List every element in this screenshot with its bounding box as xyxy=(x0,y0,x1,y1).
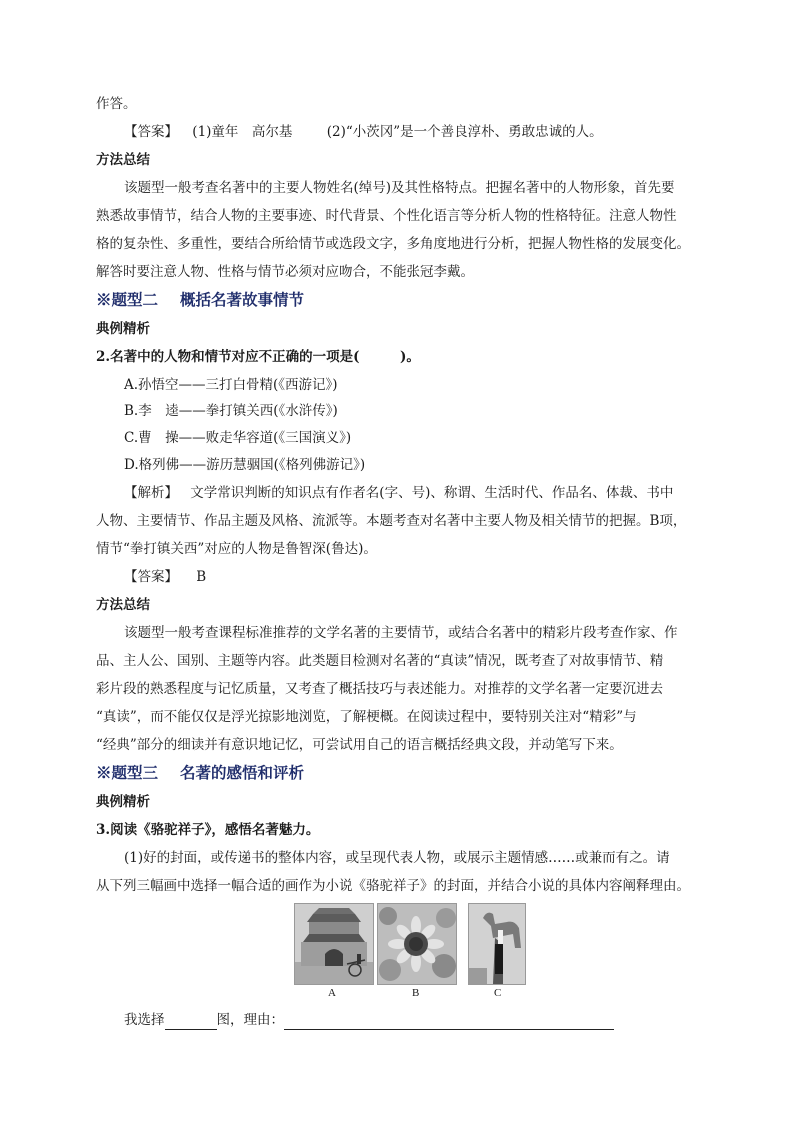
answer-line-1 xyxy=(124,122,603,142)
method-text: “真读”，而不能仅仅是浮光掠影地浏览，了解梗概。在阅读过程中，要特别关注对“精彩”与 xyxy=(96,709,637,725)
option-b: B.李 逵——拳打镇关西(《水浒传》) xyxy=(124,403,338,419)
answer-part-1: (1)童年 高尔基 xyxy=(192,124,293,140)
analysis-text: 文学常识判断的知识点有作者名(字、号)、称谓、生活时代、作品名、体裁、书中 xyxy=(190,485,674,501)
analysis-text: 情节“拳打镇关西”对应的人物是鲁智深(鲁达)。 xyxy=(96,541,377,557)
method-text: 品、主人公、国别、主题等内容。此类题目检测对名著的“真读”情况，既考查了对故事情节、精 xyxy=(96,653,664,669)
example-heading: 典例精析 xyxy=(96,321,150,337)
reason-blank[interactable] xyxy=(284,1015,614,1030)
section-heading-3 xyxy=(96,763,304,783)
subquestion-text: 从下列三幅画中选择一幅合适的画作为小说《骆驼祥子》的封面，并结合小说的具体内容阐释理由。 xyxy=(96,878,690,894)
answer-tag: 【答案】 xyxy=(124,569,178,585)
figure-label-a: A xyxy=(328,987,336,999)
option-d: D.格列佛——游历慧骃国(《格列佛游记》) xyxy=(124,457,366,473)
method-text: “经典”部分的细读并有意识地记忆，可尝试用自己的语言概括经典文段，并动笔写下来。 xyxy=(96,737,623,753)
section-title: 名著的感悟和评析 xyxy=(180,763,305,782)
answer-prompt xyxy=(124,1010,614,1030)
section-heading-2 xyxy=(96,290,304,310)
figure-label-c: C xyxy=(494,987,502,999)
method-text: 熟悉故事情节，结合人物的主要事迹、时代背景、个性化语言等分析人物的性格特征。注意人物性 xyxy=(96,208,677,224)
analysis-text: 人物、主要情节、作品主题及风格、流派等。本题考查对名著中主要人物及相关情节的把握。B项， xyxy=(96,513,687,529)
cover-image-b xyxy=(377,903,457,985)
question-3: 3.阅读《骆驼祥子》，感悟名著魅力。 xyxy=(96,822,320,838)
answer-tag: 【答案】 xyxy=(124,124,178,140)
subquestion-text: (1)好的封面，或传递书的整体内容，或呈现代表人物，或展示主题情感……或兼而有之。请 xyxy=(124,850,670,866)
cover-image-c xyxy=(468,903,526,985)
choose-prefix: 我选择 xyxy=(124,1012,165,1028)
figure-label-b: B xyxy=(412,987,420,999)
method-heading-2: 方法总结 xyxy=(96,597,150,613)
option-a: A.孙悟空——三打白骨精(《西游记》) xyxy=(124,377,338,393)
continuation-text: 作答。 xyxy=(96,96,137,112)
method-text: 彩片段的熟悉程度与记忆质量，又考查了概括技巧与表述能力。对推荐的文学名著一定要沉进去 xyxy=(96,681,663,697)
example-heading: 典例精析 xyxy=(96,794,150,810)
cover-image-a xyxy=(294,903,374,985)
method-text: 格的复杂性、多重性，要结合所给情节或选段文字，多角度地进行分析，把握人物性格的发展变化。 xyxy=(96,236,690,252)
analysis-tag: 【解析】 xyxy=(124,485,178,501)
answer-part-2: (2)“小茨冈”是一个善良淳朴、勇敢忠诚的人。 xyxy=(326,124,603,140)
question-2: 2.名著中的人物和情节对应不正确的一项是( )。 xyxy=(96,349,420,365)
choose-mid: 图，理由： xyxy=(216,1012,284,1028)
method-text: 该题型一般考查名著中的主要人物姓名(绰号)及其性格特点。把握名著中的人物形象，首先要 xyxy=(124,180,675,196)
answer-line-2 xyxy=(124,567,206,587)
choice-blank[interactable] xyxy=(165,1015,217,1030)
analysis-line-1 xyxy=(124,483,673,503)
section-label: ※题型二 xyxy=(96,290,159,309)
section-title: 概括名著故事情节 xyxy=(180,290,305,309)
method-text: 该题型一般考查课程标准推荐的文学名著的主要情节，或结合名著中的精彩片段考查作家、作 xyxy=(124,625,678,641)
answer-value: B xyxy=(196,569,207,585)
option-c: C.曹 操——败走华容道(《三国演义》) xyxy=(124,430,352,446)
section-label: ※题型三 xyxy=(96,763,159,782)
method-heading-1: 方法总结 xyxy=(96,152,150,168)
method-text: 解答时要注意人物、性格与情节必须对应吻合，不能张冠李戴。 xyxy=(96,264,474,280)
